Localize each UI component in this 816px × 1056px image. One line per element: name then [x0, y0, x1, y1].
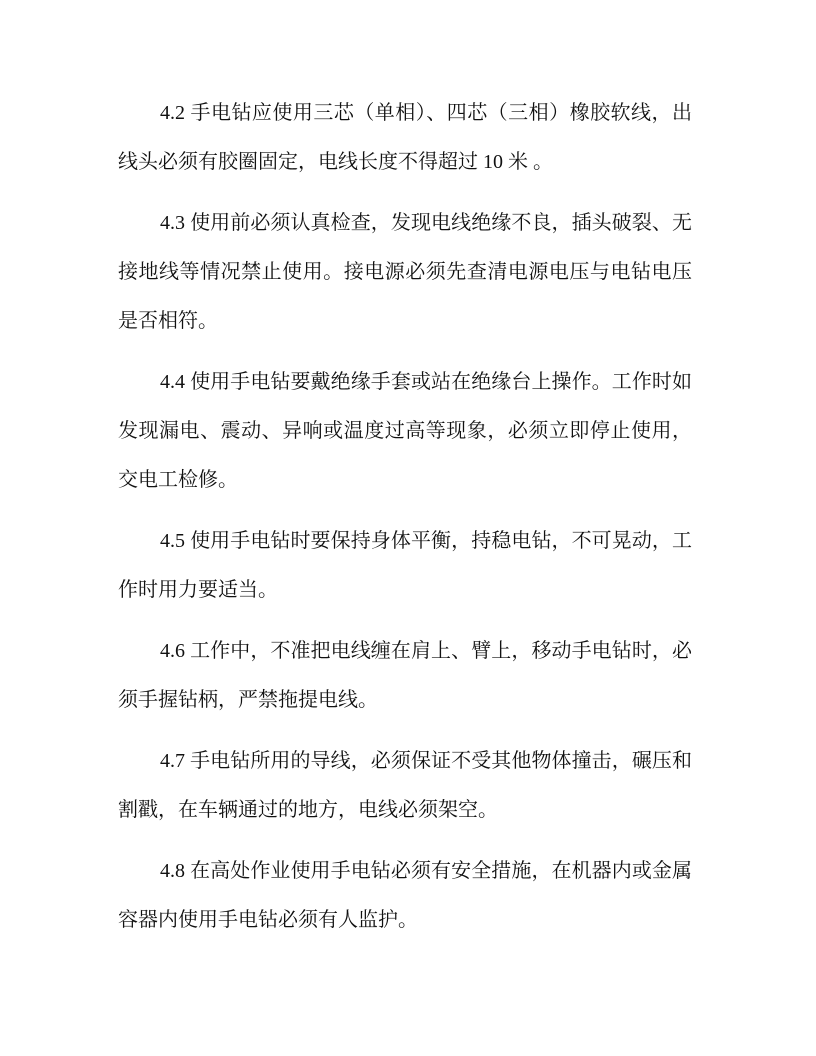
paragraph — [118, 358, 692, 505]
paragraph-line: 发现漏电、震动、异响或温度过高等现象，必须立即停止使用， — [118, 420, 692, 442]
paragraph-line: 4.4 使用手电钻要戴绝缘手套或站在绝缘台上操作。工作时如 — [160, 371, 692, 393]
paragraph-line: 4.3 使用前必须认真检查，发现电线绝缘不良，插头破裂、无 — [160, 212, 692, 234]
paragraph-line: 容器内使用手电钻必须有人监护。 — [118, 909, 418, 931]
paragraph — [118, 627, 692, 725]
paragraph — [118, 847, 692, 945]
paragraph-line: 交电工检修。 — [118, 469, 238, 491]
paragraph — [118, 737, 692, 835]
paragraph-line: 作时用力要适当。 — [118, 579, 278, 601]
paragraph-line: 4.2 手电钻应使用三芯（单相）、四芯（三相）橡胶软线，出 — [160, 102, 692, 124]
paragraph — [118, 199, 692, 346]
paragraph-line: 4.8 在高处作业使用手电钻必须有安全措施，在机器内或金属 — [160, 860, 692, 882]
paragraph-line: 4.7 手电钻所用的导线，必须保证不受其他物体撞击，碾压和 — [160, 750, 692, 772]
paragraph-line: 接地线等情况禁止使用。接电源必须先查清电源电压与电钻电压 — [118, 261, 692, 283]
paragraph-line: 4.5 使用手电钻时要保持身体平衡，持稳电钻，不可晃动，工 — [160, 530, 692, 552]
paragraph-line: 须手握钻柄，严禁拖提电线。 — [118, 689, 378, 711]
document-page — [118, 89, 692, 957]
paragraph-line: 割戳，在车辆通过的地方，电线必须架空。 — [118, 799, 498, 821]
paragraph — [118, 517, 692, 615]
paragraph-line: 是否相符。 — [118, 310, 218, 332]
paragraph-line: 线头必须有胶圈固定，电线长度不得超过 10 米 。 — [118, 151, 553, 173]
paragraph-line: 4.6 工作中，不准把电线缠在肩上、臂上，移动手电钻时，必 — [160, 640, 692, 662]
paragraph — [118, 89, 692, 187]
